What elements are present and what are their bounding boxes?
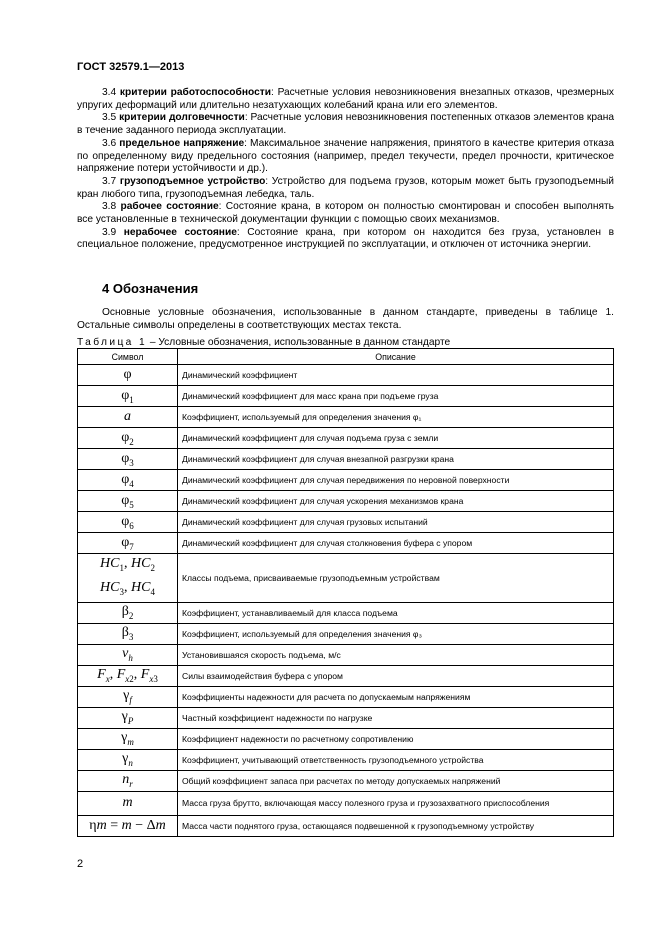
table-row bbox=[78, 386, 614, 407]
definitions-block bbox=[77, 87, 614, 252]
table-row bbox=[78, 749, 614, 770]
symbol-cell: $\gamma_m$ bbox=[78, 728, 178, 749]
symbol-cell: $\gamma_n$ bbox=[78, 749, 178, 770]
table-row bbox=[78, 533, 614, 554]
description-cell: Коэффициент надежности по расчетному сопротивлению bbox=[178, 728, 614, 749]
description-cell: Масса части поднятого груза, остающаяся подвешенной к грузоподъемному устройству bbox=[178, 815, 614, 836]
symbol-cell: ηm = m − Δm bbox=[78, 815, 178, 836]
symbol-cell: m bbox=[78, 791, 178, 815]
symbol-cell: $n_r$ bbox=[78, 770, 178, 791]
description-cell: Коэффициент, устанавливаемый для класса подъема bbox=[178, 602, 614, 623]
section-intro: Основные условные обозначения, использованные в данном стандарте, приведены в таблице 1. Остальные символы определены в соответствующих местах текста. bbox=[77, 307, 614, 331]
symbol-cell: $\varphi_2$ bbox=[78, 428, 178, 449]
table-row bbox=[78, 428, 614, 449]
document-header: ГОСТ 32579.1—2013 bbox=[77, 61, 185, 73]
description-cell: Коэффициент, используемый для определения значения φ₁ bbox=[178, 407, 614, 428]
definition-3-7: 3.7 грузоподъемное устройство: Устройство для подъема грузов, которым может быть грузоподъемный кран любого типа, грузоподъемная лебедка, таль. bbox=[77, 175, 614, 200]
description-cell: Частный коэффициент надежности по нагрузке bbox=[178, 707, 614, 728]
description-cell: Общий коэффициент запаса при расчетах по методу допускаемых напряжений bbox=[178, 770, 614, 791]
symbol-cell: $\beta_3$ bbox=[78, 623, 178, 644]
table-row bbox=[78, 365, 614, 386]
description-cell: Масса груза брутто, включающая массу полезного груза и грузозахватного приспособления bbox=[178, 791, 614, 815]
table-row bbox=[78, 407, 614, 428]
symbol-cell: $\varphi_7$ bbox=[78, 533, 178, 554]
symbol-cell: $v_h$ bbox=[78, 644, 178, 665]
description-cell: Коэффициенты надежности для расчета по допускаемым напряжениям bbox=[178, 686, 614, 707]
table-row bbox=[78, 665, 614, 686]
table-row bbox=[78, 686, 614, 707]
table-row bbox=[78, 728, 614, 749]
description-cell: Динамический коэффициент для случая внезапной разгрузки крана bbox=[178, 449, 614, 470]
symbol-cell: a bbox=[78, 407, 178, 428]
symbols-table bbox=[77, 348, 614, 837]
description-cell: Динамический коэффициент для случая грузовых испытаний bbox=[178, 512, 614, 533]
symbol-cell: $\varphi_5$ bbox=[78, 491, 178, 512]
symbol-cell: $\varphi_1$ bbox=[78, 386, 178, 407]
column-header-description: Описание bbox=[178, 349, 614, 365]
description-cell: Классы подъема, присваиваемые грузоподъемным устройствам bbox=[178, 554, 614, 603]
description-cell: Установившаяся скорость подъема, м/с bbox=[178, 644, 614, 665]
description-cell: Динамический коэффициент для случая ускорения механизмов крана bbox=[178, 491, 614, 512]
page-number: 2 bbox=[77, 858, 84, 870]
description-cell: Динамический коэффициент для масс крана при подъеме груза bbox=[178, 386, 614, 407]
table-row bbox=[78, 449, 614, 470]
description-cell: Силы взаимодействия буфера с упором bbox=[178, 665, 614, 686]
section-title: 4 Обозначения bbox=[102, 281, 199, 296]
table-header-row bbox=[78, 349, 614, 365]
description-cell: Динамический коэффициент для случая передвижения по неровной поверхности bbox=[178, 470, 614, 491]
symbol-cell: φ bbox=[78, 365, 178, 386]
table-row bbox=[78, 815, 614, 836]
definition-3-8: 3.8 рабочее состояние: Состояние крана, в котором он полностью смонтирован и способен выполнять все установленные в технической документации функции с помощью своих механизмов. bbox=[77, 201, 614, 226]
table-row bbox=[78, 554, 614, 603]
symbol-cell: $\gamma_P$ bbox=[78, 707, 178, 728]
table-row bbox=[78, 491, 614, 512]
definition-3-9: 3.9 нерабочее состояние: Состояние крана, при котором он находится без груза, установлен в специальное положение, предусмотренное инструкцией по эксплуатации, и отключен от источника энергии. bbox=[77, 226, 615, 251]
table-caption: Таблица 1 – Условные обозначения, использованные в данном стандарте bbox=[77, 337, 451, 348]
description-cell: Динамический коэффициент bbox=[178, 365, 614, 386]
definition-3-6: 3.6 предельное напряжение: Максимальное значение напряжения, принятого в качестве критерия отказа по определенному виду предельного состояния (например, предел текучести, предел прочности, критическое напряжение потери устойчивости и др.). bbox=[77, 137, 614, 175]
table-row bbox=[78, 470, 614, 491]
symbol-cell: $HC_1$, $HC_2$ $HC_3$, $HC_4$ bbox=[78, 554, 178, 603]
symbol-cell: $\varphi_3$ bbox=[78, 449, 178, 470]
description-cell: Динамический коэффициент для случая столкновения буфера с упором bbox=[178, 533, 614, 554]
symbol-cell: $\gamma_f$ bbox=[78, 686, 178, 707]
table-row bbox=[78, 644, 614, 665]
symbol-cell: $\varphi_4$ bbox=[78, 470, 178, 491]
table-row bbox=[78, 791, 614, 815]
table-row bbox=[78, 707, 614, 728]
definition-3-4: 3.4 критерии работоспособности: Расчетные условия невозникновения внезапных отказов, чрезмерных упругих деформаций или длительно незатухающих колебаний крана или его элементов. bbox=[77, 87, 614, 111]
table-row bbox=[78, 770, 614, 791]
table-row bbox=[78, 623, 614, 644]
description-cell: Динамический коэффициент для случая подъема груза с земли bbox=[178, 428, 614, 449]
description-cell: Коэффициент, используемый для определения значения φ₃ bbox=[178, 623, 614, 644]
symbol-cell: $\beta_2$ bbox=[78, 602, 178, 623]
table-row bbox=[78, 512, 614, 533]
definition-3-5: 3.5 критерии долговечности: Расчетные условия невозникновения постепенных отказов элементов крана в течение заданного периода эксплуатации. bbox=[77, 112, 614, 137]
table-row bbox=[78, 602, 614, 623]
description-cell: Коэффициент, учитывающий ответственность грузоподъемного устройства bbox=[178, 749, 614, 770]
column-header-symbol: Символ bbox=[78, 349, 178, 365]
symbol-cell: $F_x$, $F_{x2}$, $F_{x3}$ bbox=[78, 665, 178, 686]
symbol-cell: $\varphi_6$ bbox=[78, 512, 178, 533]
